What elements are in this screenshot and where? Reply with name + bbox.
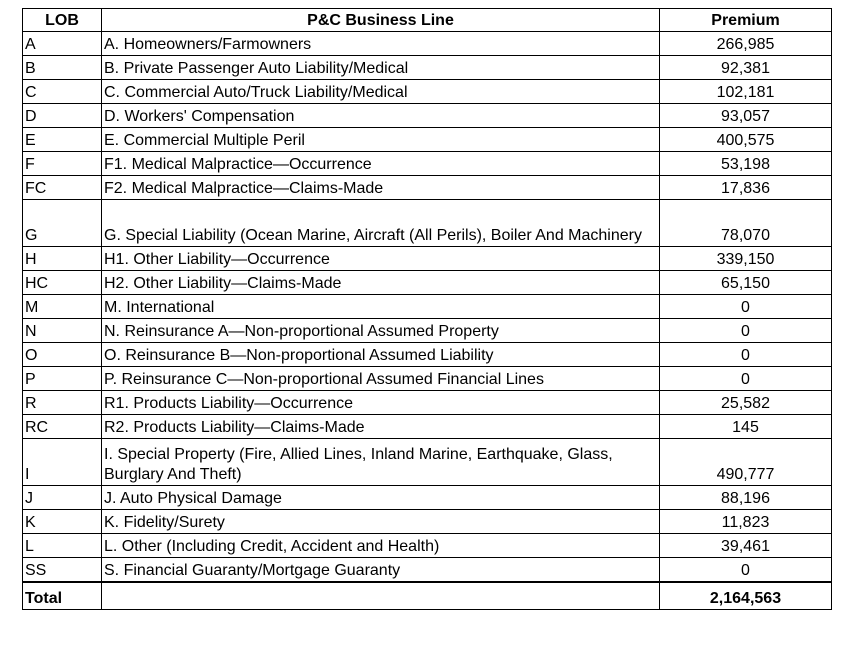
table-row bbox=[23, 319, 832, 343]
lob-cell: D bbox=[23, 104, 102, 128]
lob-cell: L bbox=[23, 534, 102, 558]
premium-cell: 266,985 bbox=[660, 32, 832, 56]
table-row bbox=[23, 80, 832, 104]
table-row bbox=[23, 247, 832, 271]
table-row bbox=[23, 534, 832, 558]
premium-cell: 0 bbox=[660, 295, 832, 319]
table-row bbox=[23, 486, 832, 510]
lob-cell: B bbox=[23, 56, 102, 80]
lob-cell: P bbox=[23, 367, 102, 391]
total-premium: 2,164,563 bbox=[660, 582, 832, 610]
premium-cell: 88,196 bbox=[660, 486, 832, 510]
business-line-cell: M. International bbox=[102, 295, 660, 319]
premium-cell: 65,150 bbox=[660, 271, 832, 295]
lob-cell: G bbox=[23, 200, 102, 247]
table-row bbox=[23, 271, 832, 295]
business-line-cell: D. Workers' Compensation bbox=[102, 104, 660, 128]
business-line-cell: C. Commercial Auto/Truck Liability/Medical bbox=[102, 80, 660, 104]
business-line-cell: B. Private Passenger Auto Liability/Medical bbox=[102, 56, 660, 80]
premium-cell: 11,823 bbox=[660, 510, 832, 534]
table-row bbox=[23, 343, 832, 367]
table-row bbox=[23, 128, 832, 152]
lob-cell: SS bbox=[23, 558, 102, 583]
business-line-cell: S. Financial Guaranty/Mortgage Guaranty bbox=[102, 558, 660, 583]
table-row bbox=[23, 295, 832, 319]
business-line-cell: R2. Products Liability—Claims-Made bbox=[102, 415, 660, 439]
table-row bbox=[23, 510, 832, 534]
lob-cell: A bbox=[23, 32, 102, 56]
business-line-cell: A. Homeowners/Farmowners bbox=[102, 32, 660, 56]
header-premium: Premium bbox=[660, 9, 832, 32]
premium-cell: 0 bbox=[660, 343, 832, 367]
premium-cell: 490,777 bbox=[660, 439, 832, 486]
premium-cell: 39,461 bbox=[660, 534, 832, 558]
business-line-cell: I. Special Property (Fire, Allied Lines, Inland Marine, Earthquake, Glass, Burglary And Theft) bbox=[102, 439, 660, 486]
table-row bbox=[23, 32, 832, 56]
business-line-cell: E. Commercial Multiple Peril bbox=[102, 128, 660, 152]
lob-cell: I bbox=[23, 439, 102, 486]
premium-cell: 92,381 bbox=[660, 56, 832, 80]
lob-cell: C bbox=[23, 80, 102, 104]
business-line-cell: N. Reinsurance A—Non-proportional Assumed Property bbox=[102, 319, 660, 343]
total-label: Total bbox=[23, 582, 102, 610]
premium-cell: 145 bbox=[660, 415, 832, 439]
lob-cell: M bbox=[23, 295, 102, 319]
lob-cell: F bbox=[23, 152, 102, 176]
premium-cell: 25,582 bbox=[660, 391, 832, 415]
total-row bbox=[23, 582, 832, 610]
lob-cell: O bbox=[23, 343, 102, 367]
premium-cell: 93,057 bbox=[660, 104, 832, 128]
table-row bbox=[23, 391, 832, 415]
business-line-cell: H1. Other Liability—Occurrence bbox=[102, 247, 660, 271]
table-row bbox=[23, 558, 832, 583]
premium-cell: 0 bbox=[660, 558, 832, 583]
business-line-cell: F1. Medical Malpractice—Occurrence bbox=[102, 152, 660, 176]
business-line-cell: J. Auto Physical Damage bbox=[102, 486, 660, 510]
lob-cell: FC bbox=[23, 176, 102, 200]
lob-cell: RC bbox=[23, 415, 102, 439]
table-row bbox=[23, 176, 832, 200]
business-line-cell: R1. Products Liability—Occurrence bbox=[102, 391, 660, 415]
premium-cell: 400,575 bbox=[660, 128, 832, 152]
premium-cell: 53,198 bbox=[660, 152, 832, 176]
premium-cell: 339,150 bbox=[660, 247, 832, 271]
premium-cell: 0 bbox=[660, 319, 832, 343]
business-line-cell: O. Reinsurance B—Non-proportional Assumed Liability bbox=[102, 343, 660, 367]
table-row bbox=[23, 56, 832, 80]
header-row bbox=[23, 9, 832, 32]
lob-cell: H bbox=[23, 247, 102, 271]
table-row bbox=[23, 415, 832, 439]
premium-cell: 102,181 bbox=[660, 80, 832, 104]
table-row bbox=[23, 104, 832, 128]
premium-cell: 78,070 bbox=[660, 200, 832, 247]
table-row bbox=[23, 367, 832, 391]
lob-cell: R bbox=[23, 391, 102, 415]
lob-cell: HC bbox=[23, 271, 102, 295]
business-line-cell: H2. Other Liability—Claims-Made bbox=[102, 271, 660, 295]
table-row bbox=[23, 439, 832, 486]
total-blank-cell bbox=[102, 582, 660, 610]
premium-cell: 0 bbox=[660, 367, 832, 391]
lob-cell: J bbox=[23, 486, 102, 510]
business-line-cell: G. Special Liability (Ocean Marine, Aircraft (All Perils), Boiler And Machinery bbox=[102, 200, 660, 247]
lob-cell: K bbox=[23, 510, 102, 534]
business-line-cell: F2. Medical Malpractice—Claims-Made bbox=[102, 176, 660, 200]
table-row bbox=[23, 152, 832, 176]
header-business-line: P&C Business Line bbox=[102, 9, 660, 32]
header-lob: LOB bbox=[23, 9, 102, 32]
business-line-cell: L. Other (Including Credit, Accident and Health) bbox=[102, 534, 660, 558]
lob-cell: E bbox=[23, 128, 102, 152]
premium-table bbox=[22, 8, 832, 610]
business-line-cell: P. Reinsurance C—Non-proportional Assumed Financial Lines bbox=[102, 367, 660, 391]
table-row bbox=[23, 200, 832, 247]
business-line-cell: K. Fidelity/Surety bbox=[102, 510, 660, 534]
lob-cell: N bbox=[23, 319, 102, 343]
premium-cell: 17,836 bbox=[660, 176, 832, 200]
